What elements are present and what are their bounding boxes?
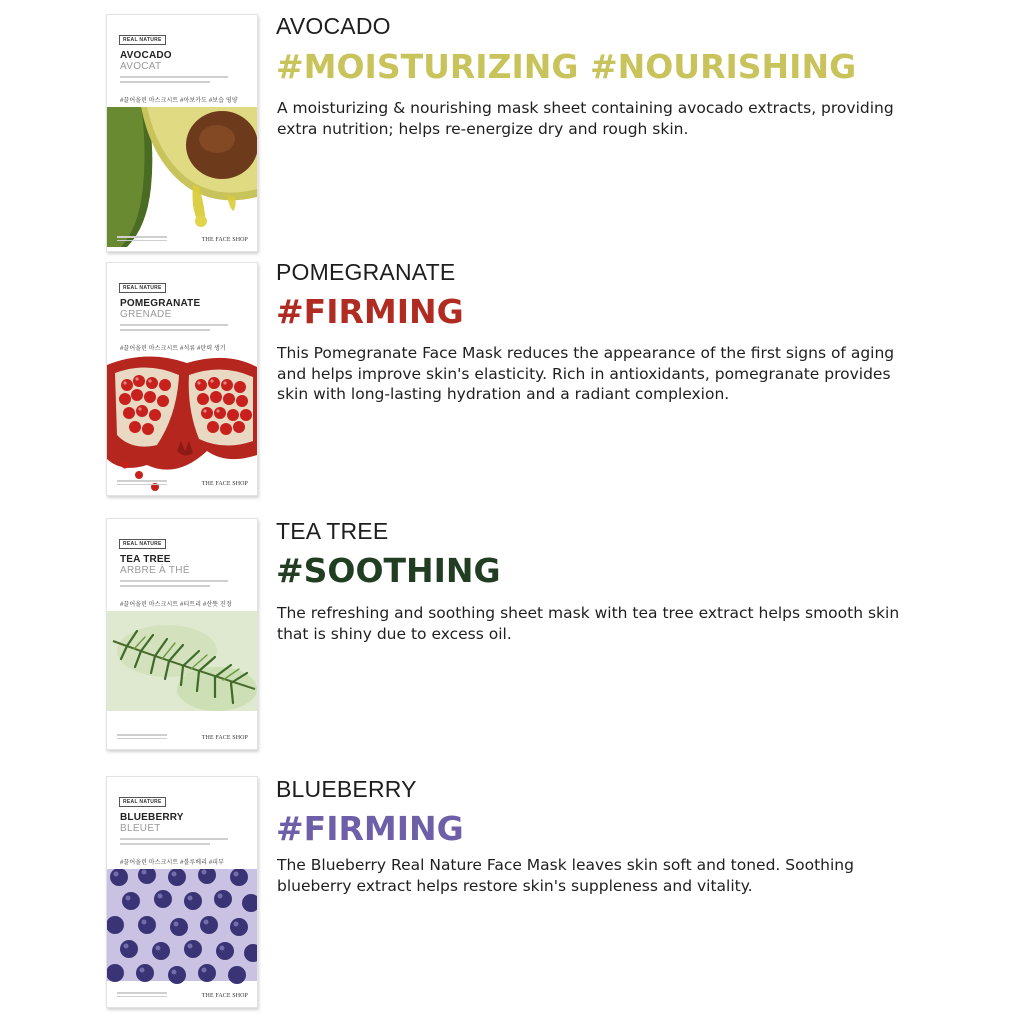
pack-badge: REAL NATURE — [119, 797, 166, 807]
pack-hashtags: #끌어올린 마스크시트 #석류 #탄력 생기 — [120, 346, 226, 352]
pack-fineprint — [120, 579, 240, 592]
pack-badge: REAL NATURE — [119, 35, 166, 45]
mask-pack-pomegranate — [106, 262, 258, 496]
pack-name-fr: AVOCAT — [120, 61, 162, 72]
pack-hashtags: #끌어올린 마스크시트 #블루베리 #피부 — [120, 860, 225, 866]
pack-brand: THE FACE SHOP — [201, 481, 248, 487]
product-description: A moisturizing & nourishing mask sheet containing avocado extracts, providing extra nutrition; helps re-energize dry and rough skin. — [277, 99, 894, 138]
product-title: TEA TREE — [276, 518, 389, 544]
blueberry-illustration — [107, 869, 257, 1008]
pack-fineprint — [120, 75, 240, 88]
pack-name: POMEGRANATE — [120, 298, 201, 309]
pack-brand: THE FACE SHOP — [201, 735, 248, 741]
mask-pack-avocado — [106, 14, 258, 252]
product-description: The Blueberry Real Nature Face Mask leaves skin soft and toned. Soothing blueberry extract helps restore skin's suppleness and vitality. — [277, 856, 854, 895]
pack-hashtags: #끌어올린 마스크시트 #아보카도 #보습 영양 — [120, 98, 238, 104]
mask-pack-tea-tree — [106, 518, 258, 750]
pack-fineprint-bottom — [117, 236, 167, 243]
pack-fineprint-bottom — [117, 734, 167, 741]
pack-fineprint — [120, 837, 240, 850]
avocado-illustration — [107, 107, 257, 247]
pack-brand: THE FACE SHOP — [201, 993, 248, 999]
pack-name: AVOCADO — [120, 50, 172, 61]
mask-pack-blueberry — [106, 776, 258, 1008]
pack-hashtags: #끌어올린 마스크시트 #티트리 #산뜻 진정 — [120, 602, 232, 608]
product-tagline: #FIRMING — [276, 292, 464, 331]
pomegranate-illustration — [107, 355, 257, 495]
product-title: POMEGRANATE — [276, 259, 456, 285]
product-tagline: #FIRMING — [276, 809, 464, 848]
pack-name: BLUEBERRY — [120, 812, 184, 823]
pack-name-fr: GRENADE — [120, 309, 172, 320]
product-description: The refreshing and soothing sheet mask with tea tree extract helps smooth skin that is shiny due to excess oil. — [277, 604, 900, 643]
pack-name-fr: BLEUET — [120, 823, 161, 834]
product-title: AVOCADO — [276, 13, 391, 39]
pack-badge: REAL NATURE — [119, 283, 166, 293]
pack-name: TEA TREE — [120, 554, 171, 565]
tea-tree-illustration — [107, 611, 257, 750]
pack-name-fr: ARBRE À THÉ — [120, 565, 190, 576]
pack-fineprint — [120, 323, 240, 336]
pack-fineprint-bottom — [117, 992, 167, 999]
product-tagline: #SOOTHING — [276, 551, 501, 590]
product-tagline: #MOISTURIZING #NOURISHING — [276, 47, 857, 86]
pack-brand: THE FACE SHOP — [201, 237, 248, 243]
pack-fineprint-bottom — [117, 480, 167, 487]
pack-badge: REAL NATURE — [119, 539, 166, 549]
product-title: BLUEBERRY — [276, 776, 417, 802]
product-description: This Pomegranate Face Mask reduces the appearance of the first signs of aging and helps improve skin's elasticity. Rich in antioxidants, pomegranate provides skin with long-lasting hydration and a radiant complexion. — [277, 344, 895, 403]
